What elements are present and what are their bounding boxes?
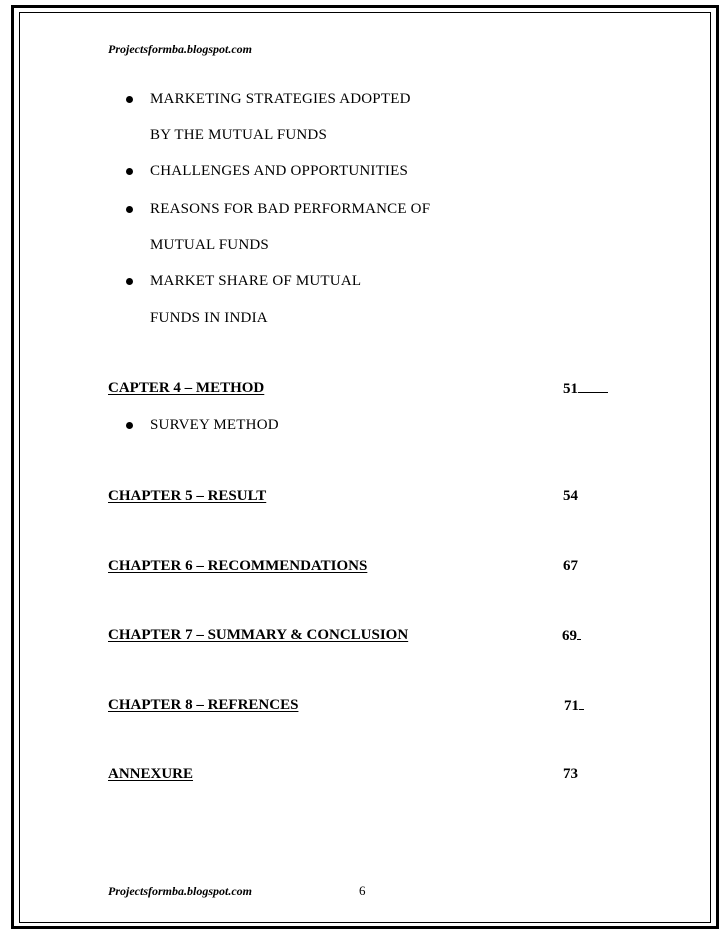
list-item: REASONS FOR BAD PERFORMANCE OF <box>150 201 431 217</box>
toc-chapter-7-title: CHAPTER 7 – SUMMARY & CONCLUSION <box>108 627 409 643</box>
toc-annexure-title: ANNEXURE <box>108 766 194 782</box>
page-ref-underline <box>579 696 584 710</box>
toc-chapter-6-title: CHAPTER 6 – RECOMMENDATIONS <box>108 558 368 574</box>
page-ref-number: 71 <box>564 698 579 714</box>
bullet-icon <box>126 278 133 285</box>
header-site-label: Projectsformba.blogspot.com <box>108 42 252 56</box>
page-ref-number: 51 <box>563 381 578 397</box>
toc-chapter-7-page <box>562 626 581 645</box>
toc-chapter-8-page <box>564 696 584 715</box>
page-number: 6 <box>359 883 366 898</box>
toc-chapter-5-title: CHAPTER 5 – RESULT <box>108 488 267 504</box>
bullet-icon <box>126 96 133 103</box>
list-item-continuation: BY THE MUTUAL FUNDS <box>150 127 328 143</box>
list-item: SURVEY METHOD <box>150 417 279 433</box>
toc-chapter-4-page <box>563 379 608 398</box>
page-ref-number: 69 <box>562 628 577 644</box>
toc-chapter-5-page: 54 <box>563 488 578 504</box>
toc-chapter-6-page: 67 <box>563 558 578 574</box>
page-border-inner <box>19 12 711 923</box>
toc-annexure-page: 73 <box>563 766 578 782</box>
list-item: CHALLENGES AND OPPORTUNITIES <box>150 163 409 179</box>
list-item: MARKET SHARE OF MUTUAL <box>150 273 362 289</box>
list-item-continuation: FUNDS IN INDIA <box>150 310 268 326</box>
page-ref-underline <box>578 379 608 393</box>
toc-chapter-4-title: CAPTER 4 – METHOD <box>108 380 265 396</box>
bullet-icon <box>126 422 133 429</box>
toc-chapter-8-title: CHAPTER 8 – REFRENCES <box>108 697 299 713</box>
footer-site-label: Projectsformba.blogspot.com <box>108 884 252 898</box>
bullet-icon <box>126 168 133 175</box>
list-item-continuation: MUTUAL FUNDS <box>150 237 269 253</box>
list-item: MARKETING STRATEGIES ADOPTED <box>150 91 411 107</box>
page-ref-underline <box>577 626 581 640</box>
bullet-icon <box>126 206 133 213</box>
